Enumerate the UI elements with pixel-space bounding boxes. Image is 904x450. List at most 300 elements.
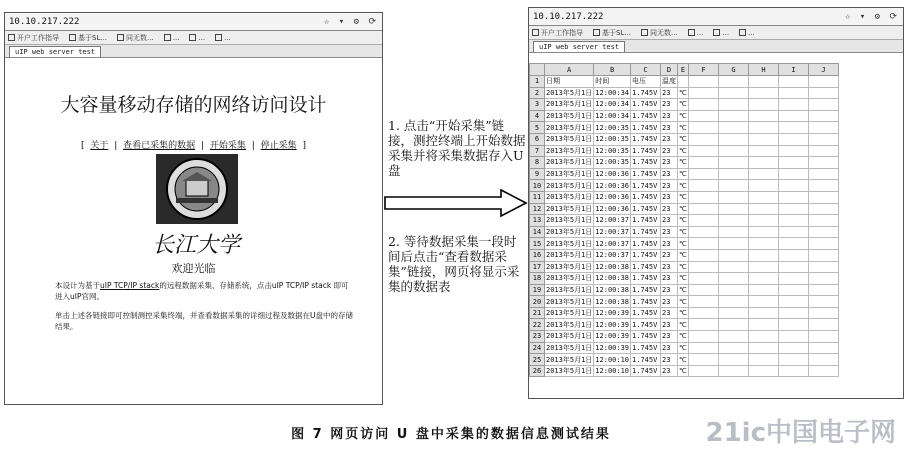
table-cell[interactable] — [779, 145, 809, 157]
row-number[interactable]: 8 — [530, 157, 545, 169]
table-cell[interactable] — [689, 76, 719, 88]
spreadsheet[interactable] — [529, 63, 903, 398]
table-cell[interactable]: 2013年5月1日 — [546, 216, 593, 225]
table-cell[interactable]: ℃ — [679, 285, 687, 294]
table-cell[interactable] — [749, 238, 779, 250]
table-cell[interactable]: ℃ — [679, 297, 687, 306]
table-cell[interactable]: ℃ — [679, 158, 687, 167]
table-cell[interactable] — [749, 215, 779, 227]
table-cell[interactable]: ℃ — [679, 251, 687, 260]
table-cell[interactable]: 23 — [661, 203, 678, 215]
table-cell[interactable]: 1.745V — [631, 122, 661, 134]
favorite-item[interactable]: ... — [189, 34, 205, 42]
table-cell[interactable] — [749, 354, 779, 366]
table-cell[interactable]: 23 — [661, 261, 678, 273]
column-header[interactable]: E — [678, 64, 689, 76]
table-cell[interactable]: 2013年5月1日 — [546, 285, 593, 294]
table-cell[interactable] — [689, 249, 719, 261]
table-cell[interactable]: 12:00:10 — [595, 355, 630, 364]
table-cell[interactable]: 1.745V — [631, 168, 661, 180]
link-stop-collect[interactable]: 停止采集 — [260, 141, 297, 151]
favorite-item[interactable]: 基于SL... — [593, 28, 631, 38]
table-cell[interactable] — [689, 307, 719, 319]
table-cell[interactable] — [719, 180, 749, 192]
favorite-item[interactable]: 基于SL... — [69, 33, 107, 43]
table-cell[interactable]: 2013年5月1日 — [546, 228, 593, 237]
table-cell[interactable]: ℃ — [679, 100, 687, 109]
favorite-item[interactable]: ... — [215, 34, 231, 42]
tab-uip-server[interactable]: uIP web server test — [9, 46, 101, 57]
table-cell[interactable] — [719, 307, 749, 319]
table-cell[interactable]: 12:00:35 — [595, 158, 630, 167]
table-cell[interactable] — [719, 157, 749, 169]
table-cell[interactable] — [779, 226, 809, 238]
table-cell[interactable]: 2013年5月1日 — [546, 239, 593, 248]
table-cell[interactable] — [689, 331, 719, 343]
table-cell[interactable]: 12:00:37 — [595, 239, 630, 248]
table-cell[interactable]: 12:00:35 — [595, 146, 630, 155]
row-number[interactable]: 14 — [530, 226, 545, 238]
table-cell[interactable] — [809, 180, 839, 192]
table-cell[interactable]: 12:00:39 — [595, 332, 630, 341]
table-cell[interactable]: 12:00:39 — [595, 320, 630, 329]
table-cell[interactable]: 12:00:37 — [595, 216, 630, 225]
table-cell[interactable] — [689, 145, 719, 157]
table-cell[interactable] — [809, 122, 839, 134]
table-cell[interactable]: 12:00:36 — [595, 170, 630, 179]
table-cell[interactable] — [779, 249, 809, 261]
row-number[interactable]: 3 — [530, 99, 545, 111]
table-cell[interactable] — [749, 168, 779, 180]
table-cell[interactable]: 1.745V — [631, 145, 661, 157]
table-cell[interactable]: 12:00:38 — [595, 297, 630, 306]
table-cell[interactable] — [779, 284, 809, 296]
table-cell[interactable]: 2013年5月1日 — [546, 309, 593, 318]
table-cell[interactable]: ℃ — [679, 274, 687, 283]
table-cell[interactable] — [719, 238, 749, 250]
table-cell[interactable]: 23 — [661, 215, 678, 227]
table-cell[interactable] — [779, 365, 809, 377]
table-cell[interactable] — [719, 226, 749, 238]
table-cell[interactable] — [809, 168, 839, 180]
table-cell[interactable]: ℃ — [679, 343, 687, 352]
table-cell[interactable] — [809, 99, 839, 111]
table-cell[interactable]: 1.745V — [631, 342, 661, 354]
table-cell[interactable]: 12:00:36 — [595, 193, 630, 202]
table-cell[interactable]: 23 — [661, 157, 678, 169]
table-cell[interactable] — [779, 261, 809, 273]
table-cell[interactable] — [749, 133, 779, 145]
table-cell[interactable]: 2013年5月1日 — [546, 343, 593, 352]
table-cell[interactable] — [749, 122, 779, 134]
table-cell[interactable] — [719, 319, 749, 331]
table-cell[interactable] — [749, 296, 779, 308]
table-cell[interactable] — [779, 296, 809, 308]
table-cell[interactable]: ℃ — [679, 320, 687, 329]
favorite-item[interactable]: 开户工作指导 — [8, 33, 59, 43]
tab-uip-server[interactable]: uIP web server test — [533, 41, 625, 52]
table-cell[interactable] — [719, 342, 749, 354]
table-cell[interactable] — [749, 261, 779, 273]
row-number[interactable]: 22 — [530, 319, 545, 331]
table-cell[interactable]: 23 — [661, 273, 678, 285]
row-number[interactable]: 25 — [530, 354, 545, 366]
table-cell[interactable] — [678, 76, 689, 88]
table-cell[interactable]: 2013年5月1日 — [546, 135, 593, 144]
table-cell[interactable]: 23 — [661, 133, 678, 145]
table-cell[interactable]: 12:00:38 — [595, 274, 630, 283]
table-cell[interactable] — [809, 273, 839, 285]
table-cell[interactable] — [719, 249, 749, 261]
table-cell[interactable]: 1.745V — [631, 157, 661, 169]
table-cell[interactable] — [779, 203, 809, 215]
table-cell[interactable] — [749, 180, 779, 192]
table-cell[interactable]: 1.745V — [631, 319, 661, 331]
table-cell[interactable]: 2013年5月1日 — [546, 193, 593, 202]
nav-icons[interactable]: ☆ ▾ ⚙ ⟳ — [323, 16, 378, 27]
table-cell[interactable]: ℃ — [679, 262, 687, 271]
table-cell[interactable] — [719, 99, 749, 111]
row-number[interactable]: 21 — [530, 307, 545, 319]
table-cell[interactable]: 1.745V — [631, 296, 661, 308]
row-number[interactable]: 19 — [530, 284, 545, 296]
table-cell[interactable] — [689, 99, 719, 111]
row-number[interactable]: 5 — [530, 122, 545, 134]
table-cell[interactable]: 2013年5月1日 — [546, 204, 593, 213]
table-cell[interactable]: 12:00:36 — [595, 181, 630, 190]
table-cell[interactable]: 1.745V — [631, 191, 661, 203]
table-cell[interactable] — [689, 342, 719, 354]
table-cell[interactable] — [689, 191, 719, 203]
table-cell[interactable]: 12:00:37 — [595, 251, 630, 260]
table-cell[interactable]: 23 — [661, 191, 678, 203]
row-number[interactable]: 15 — [530, 238, 545, 250]
table-cell[interactable]: 1.745V — [631, 261, 661, 273]
link-view-data[interactable]: 查看已采集的数据 — [123, 141, 196, 151]
table-cell[interactable]: ℃ — [679, 204, 687, 213]
table-cell[interactable]: 2013年5月1日 — [546, 146, 593, 155]
table-cell[interactable] — [779, 133, 809, 145]
table-cell[interactable]: 时间 — [594, 76, 631, 88]
table-cell[interactable] — [689, 87, 719, 99]
table-cell[interactable]: 23 — [661, 110, 678, 122]
column-header[interactable]: B — [594, 64, 631, 76]
table-cell[interactable]: 2013年5月1日 — [546, 297, 593, 306]
favorite-item[interactable]: ... — [164, 34, 180, 42]
table-cell[interactable]: ℃ — [679, 332, 687, 341]
row-number[interactable]: 13 — [530, 215, 545, 227]
table-cell[interactable] — [689, 261, 719, 273]
table-cell[interactable] — [809, 226, 839, 238]
table-cell[interactable] — [689, 110, 719, 122]
favorite-item[interactable]: ... — [713, 29, 729, 37]
table-cell[interactable]: 23 — [661, 168, 678, 180]
table-cell[interactable]: 2013年5月1日 — [546, 332, 593, 341]
table-cell[interactable] — [749, 87, 779, 99]
table-cell[interactable] — [809, 249, 839, 261]
row-number[interactable]: 18 — [530, 273, 545, 285]
table-cell[interactable] — [749, 145, 779, 157]
table-cell[interactable] — [749, 110, 779, 122]
table-cell[interactable]: 23 — [661, 307, 678, 319]
table-cell[interactable] — [749, 284, 779, 296]
table-cell[interactable] — [809, 157, 839, 169]
table-cell[interactable] — [719, 215, 749, 227]
table-cell[interactable] — [779, 307, 809, 319]
table-cell[interactable]: ℃ — [679, 309, 687, 318]
table-cell[interactable]: ℃ — [679, 239, 687, 248]
table-cell[interactable] — [749, 99, 779, 111]
table-cell[interactable]: 1.745V — [631, 110, 661, 122]
table-cell[interactable] — [689, 354, 719, 366]
table-cell[interactable] — [719, 261, 749, 273]
row-number[interactable]: 23 — [530, 331, 545, 343]
table-cell[interactable]: 2013年5月1日 — [546, 170, 593, 179]
table-cell[interactable] — [809, 365, 839, 377]
table-cell[interactable] — [809, 203, 839, 215]
table-cell[interactable]: 1.745V — [631, 215, 661, 227]
table-cell[interactable] — [809, 238, 839, 250]
favorite-item[interactable]: 同无数... — [117, 33, 154, 43]
row-number[interactable]: 11 — [530, 191, 545, 203]
table-cell[interactable]: 1.745V — [631, 133, 661, 145]
table-cell[interactable] — [779, 122, 809, 134]
table-cell[interactable] — [749, 226, 779, 238]
table-cell[interactable] — [719, 331, 749, 343]
row-number[interactable]: 20 — [530, 296, 545, 308]
table-cell[interactable]: 23 — [661, 87, 678, 99]
table-cell[interactable] — [719, 110, 749, 122]
table-cell[interactable] — [809, 284, 839, 296]
favorite-item[interactable]: 同无数... — [641, 28, 678, 38]
table-cell[interactable]: ℃ — [679, 112, 687, 121]
table-cell[interactable] — [749, 342, 779, 354]
table-cell[interactable] — [749, 249, 779, 261]
table-cell[interactable]: 1.745V — [631, 249, 661, 261]
link-uip[interactable]: uIP TCP/IP stack — [100, 281, 160, 290]
table-cell[interactable] — [689, 296, 719, 308]
table-cell[interactable]: 2013年5月1日 — [546, 112, 593, 121]
table-cell[interactable]: 12:00:39 — [595, 309, 630, 318]
table-cell[interactable]: 1.745V — [631, 354, 661, 366]
table-cell[interactable]: 23 — [661, 354, 678, 366]
table-cell[interactable]: 12:00:35 — [595, 135, 630, 144]
table-cell[interactable]: ℃ — [679, 170, 687, 179]
table-cell[interactable] — [779, 99, 809, 111]
column-header[interactable]: G — [719, 64, 749, 76]
table-cell[interactable]: ℃ — [679, 181, 687, 190]
table-cell[interactable]: 2013年5月1日 — [546, 123, 593, 132]
table-cell[interactable] — [779, 180, 809, 192]
row-number[interactable]: 1 — [530, 76, 545, 88]
table-cell[interactable]: 1.745V — [631, 87, 661, 99]
table-cell[interactable] — [749, 203, 779, 215]
table-cell[interactable]: 1.745V — [631, 99, 661, 111]
table-cell[interactable]: 1.745V — [631, 238, 661, 250]
table-cell[interactable] — [809, 191, 839, 203]
table-cell[interactable] — [779, 215, 809, 227]
column-header[interactable]: I — [779, 64, 809, 76]
table-cell[interactable]: 2013年5月1日 — [546, 262, 593, 271]
table-cell[interactable]: 1.745V — [631, 331, 661, 343]
address-bar[interactable] — [5, 13, 382, 31]
table-cell[interactable]: 23 — [661, 331, 678, 343]
table-cell[interactable]: 23 — [661, 180, 678, 192]
table-cell[interactable] — [809, 133, 839, 145]
table-cell[interactable]: 12:00:38 — [595, 262, 630, 271]
table-cell[interactable]: ℃ — [679, 228, 687, 237]
table-cell[interactable] — [809, 307, 839, 319]
table-cell[interactable]: 2013年5月1日 — [546, 367, 593, 376]
table-cell[interactable]: 12:00:34 — [595, 88, 630, 97]
table-cell[interactable] — [689, 133, 719, 145]
table-cell[interactable]: 12:00:39 — [595, 343, 630, 352]
table-cell[interactable]: 23 — [661, 99, 678, 111]
column-header[interactable]: F — [689, 64, 719, 76]
table-cell[interactable] — [719, 168, 749, 180]
table-cell[interactable]: 23 — [661, 238, 678, 250]
table-cell[interactable] — [809, 87, 839, 99]
table-cell[interactable]: 23 — [661, 365, 678, 377]
row-number[interactable]: 10 — [530, 180, 545, 192]
table-cell[interactable] — [749, 365, 779, 377]
table-cell[interactable] — [689, 226, 719, 238]
address-bar[interactable] — [529, 8, 903, 26]
table-cell[interactable]: 23 — [661, 122, 678, 134]
table-cell[interactable]: 1.745V — [631, 226, 661, 238]
table-cell[interactable] — [719, 87, 749, 99]
table-cell[interactable] — [719, 191, 749, 203]
table-cell[interactable] — [809, 215, 839, 227]
column-header[interactable]: H — [749, 64, 779, 76]
table-cell[interactable]: ℃ — [679, 216, 687, 225]
table-cell[interactable]: 2013年5月1日 — [546, 320, 593, 329]
column-header[interactable]: C — [631, 64, 661, 76]
table-cell[interactable] — [779, 168, 809, 180]
table-cell[interactable] — [689, 319, 719, 331]
column-header[interactable]: J — [809, 64, 839, 76]
table-cell[interactable]: 温度 — [662, 77, 677, 86]
table-cell[interactable] — [749, 307, 779, 319]
table-cell[interactable]: 2013年5月1日 — [546, 181, 593, 190]
table-cell[interactable] — [809, 110, 839, 122]
column-header[interactable]: A — [545, 64, 594, 76]
row-number[interactable]: 7 — [530, 145, 545, 157]
table-cell[interactable] — [689, 122, 719, 134]
table-cell[interactable]: 12:00:10 — [595, 367, 630, 376]
table-cell[interactable]: 1.745V — [631, 284, 661, 296]
table-cell[interactable]: 12:00:37 — [595, 228, 630, 237]
table-cell[interactable]: 23 — [661, 145, 678, 157]
table-cell[interactable] — [689, 180, 719, 192]
row-number[interactable]: 24 — [530, 342, 545, 354]
table-cell[interactable] — [719, 296, 749, 308]
table-cell[interactable] — [809, 261, 839, 273]
table-cell[interactable]: 日期 — [545, 76, 594, 88]
table-cell[interactable]: 23 — [661, 284, 678, 296]
table-cell[interactable]: 12:00:34 — [595, 100, 630, 109]
table-cell[interactable]: 12:00:38 — [595, 285, 630, 294]
row-number[interactable]: 26 — [530, 365, 545, 377]
row-number[interactable]: 6 — [530, 133, 545, 145]
table-cell[interactable] — [749, 273, 779, 285]
table-cell[interactable] — [809, 145, 839, 157]
row-number[interactable]: 2 — [530, 87, 545, 99]
table-cell[interactable] — [719, 203, 749, 215]
table-cell[interactable]: 12:00:36 — [595, 204, 630, 213]
table-cell[interactable]: 12:00:34 — [595, 112, 630, 121]
table-cell[interactable] — [689, 203, 719, 215]
table-cell[interactable]: ℃ — [679, 88, 687, 97]
table-cell[interactable]: ℃ — [679, 135, 687, 144]
table-cell[interactable] — [719, 354, 749, 366]
table-cell[interactable] — [779, 110, 809, 122]
row-number[interactable]: 9 — [530, 168, 545, 180]
table-cell[interactable]: 2013年5月1日 — [546, 100, 593, 109]
table-cell[interactable]: 23 — [661, 226, 678, 238]
table-cell[interactable] — [749, 331, 779, 343]
table-cell[interactable] — [809, 76, 839, 88]
table-cell[interactable] — [779, 76, 809, 88]
table-cell[interactable]: 电压 — [631, 76, 661, 88]
favorite-item[interactable]: 开户工作指导 — [532, 28, 583, 38]
table-cell[interactable]: ℃ — [679, 193, 687, 202]
table-cell[interactable] — [719, 122, 749, 134]
link-start-collect[interactable]: 开始采集 — [209, 141, 246, 151]
table-cell[interactable] — [689, 238, 719, 250]
table-cell[interactable]: 2013年5月1日 — [546, 88, 593, 97]
table-cell[interactable] — [779, 342, 809, 354]
table-cell[interactable]: 12:00:35 — [595, 123, 630, 132]
table-cell[interactable] — [779, 191, 809, 203]
table-cell[interactable]: ℃ — [679, 123, 687, 132]
table-cell[interactable]: 23 — [661, 319, 678, 331]
table-cell[interactable] — [809, 331, 839, 343]
table-cell[interactable] — [809, 319, 839, 331]
table-cell[interactable]: 2013年5月1日 — [546, 158, 593, 167]
table-cell[interactable] — [749, 191, 779, 203]
link-about[interactable]: 关于 — [90, 141, 109, 151]
table-cell[interactable]: ℃ — [679, 146, 687, 155]
favorite-item[interactable]: ... — [688, 29, 704, 37]
table-cell[interactable]: 2013年5月1日 — [546, 251, 593, 260]
table-cell[interactable]: 1.745V — [631, 203, 661, 215]
table-cell[interactable] — [809, 342, 839, 354]
data-table[interactable] — [529, 63, 839, 377]
table-cell[interactable] — [779, 157, 809, 169]
table-cell[interactable]: ℃ — [679, 367, 687, 376]
table-cell[interactable] — [719, 365, 749, 377]
table-cell[interactable] — [779, 273, 809, 285]
table-cell[interactable] — [689, 273, 719, 285]
table-cell[interactable] — [749, 319, 779, 331]
table-cell[interactable] — [779, 87, 809, 99]
table-cell[interactable] — [719, 145, 749, 157]
table-cell[interactable]: 1.745V — [631, 307, 661, 319]
table-cell[interactable] — [719, 76, 749, 88]
table-cell[interactable]: 23 — [661, 342, 678, 354]
table-cell[interactable] — [719, 273, 749, 285]
table-cell[interactable] — [749, 76, 779, 88]
table-cell[interactable]: ℃ — [679, 355, 687, 364]
column-header[interactable] — [530, 64, 545, 76]
table-cell[interactable]: 1.745V — [631, 365, 661, 377]
table-cell[interactable]: 2013年5月1日 — [546, 355, 593, 364]
table-cell[interactable]: 23 — [661, 296, 678, 308]
table-cell[interactable] — [719, 284, 749, 296]
table-cell[interactable] — [689, 157, 719, 169]
table-cell[interactable] — [719, 133, 749, 145]
